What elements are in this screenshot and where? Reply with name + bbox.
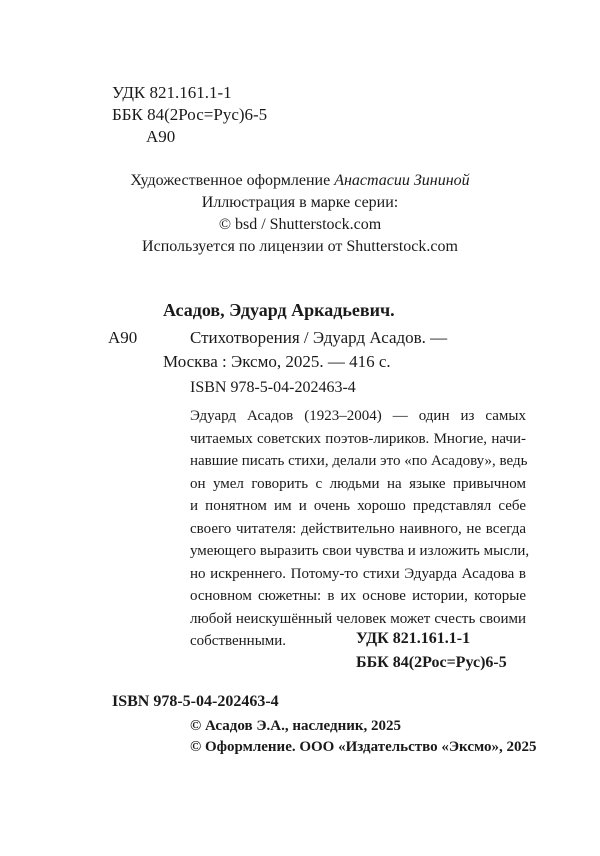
illustration-source: © bsd / Shutterstock.com (218, 216, 382, 233)
annotation-line: читаемых советских поэтов-лириков. Многие, начи- (190, 430, 526, 447)
annotation-line: своего читателя: действительно наивного, не всегда (190, 520, 526, 537)
bbk-code-bottom: ББК 84(2Рос=Рус)6-5 (356, 654, 507, 671)
annotation-line: он умел говорить с людьми на языке привычном (190, 475, 526, 492)
designer-name: Анастасии Зининой (334, 172, 470, 189)
author-mark: А90 (146, 127, 176, 146)
copyright-author: © Асадов Э.А., наследник, 2025 (190, 718, 402, 734)
title-line: Стихотворения / Эдуард Асадов. — (190, 328, 448, 347)
annotation-line: основном сюжетны: в их основе истории, которые (190, 588, 526, 604)
annotation-line: любой неискушённый человек может счесть своими (190, 610, 526, 627)
annotation-line: навшие писать стихи, делали это «по Асадову», ведь (190, 453, 528, 469)
annotation-line: но искреннего. Потому-то стихи Эдуарда Асадова в (190, 565, 526, 582)
annotation-line: Эдуард Асадов (1923–2004) — один из самых (190, 408, 526, 424)
annotation-line: и понятном им и очень хорошо представлял себе (190, 498, 526, 514)
copyright-design: © Оформление. ООО «Издательство «Эксмо», 2025 (190, 739, 537, 755)
bib-mark: А90 (108, 328, 138, 347)
imprint-line: Москва : Эксмо, 2025. — 416 с. (163, 352, 391, 371)
annotation-line: умеющего выразить свои чувства и изложить мысли, (190, 543, 530, 559)
bbk-code: ББК 84(2Рос=Рус)6-5 (112, 105, 268, 124)
license-line: Используется по лицензии от Shutterstock.com (142, 238, 458, 255)
isbn-record: ISBN 978-5-04-202463-4 (190, 379, 356, 396)
design-credit-prefix: Художественное оформление (130, 172, 331, 189)
annotation (190, 405, 530, 653)
credits-block (0, 170, 600, 258)
isbn-bottom: ISBN 978-5-04-202463-4 (112, 693, 279, 710)
udk-code-bottom: УДК 821.161.1-1 (356, 630, 471, 647)
design-credit (0, 170, 600, 192)
annotation-line: собственными. (190, 633, 287, 649)
illustration-line: Иллюстрация в марке серии: (201, 194, 399, 211)
author-heading: Асадов, Эдуард Аркадьевич. (163, 300, 395, 320)
udk-code: УДК 821.161.1-1 (112, 83, 232, 102)
